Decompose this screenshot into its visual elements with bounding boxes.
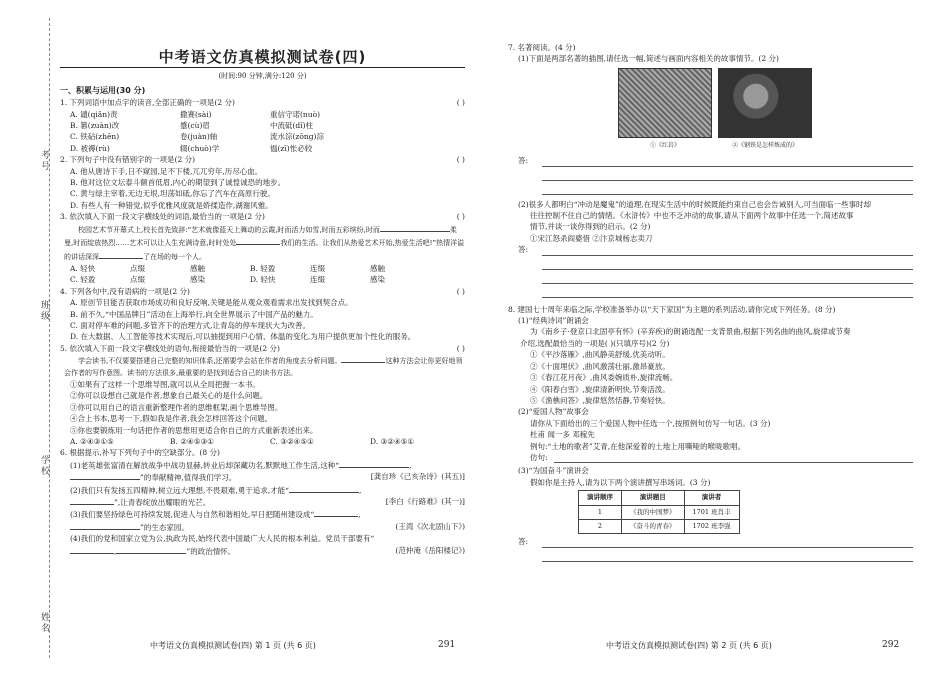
list-item: ④合上书本,思考一下,假如我是作者,我会怎样回答这个问题。: [70, 414, 273, 424]
binding-label-name: 姓名: [39, 612, 49, 634]
q6-item-1: (1)老英雄张富清在解放战争中战功显赫,转业后却深藏功名,默默地工作生活,这种“ , ”的奉献精神,值得我们学习。 [龚自珍《己亥杂诗》(其五)]: [70, 460, 465, 483]
question-8: [508, 304, 913, 315]
exam-subtitle: (时间:90 分钟,满分:120 分): [218, 72, 307, 81]
option-b: B. ②④⑤③①: [170, 437, 214, 446]
sub-question-text: 往往控制不住自己的情绪。《水浒传》中也不乏冲动的故事,请从下面两个故事中任选一个,简述故事: [530, 211, 854, 221]
option-text: C. 面对停车难的问题,多管齐下的治理方式,让青岛的停车现状大为改善。: [70, 320, 311, 330]
answer-line: [542, 167, 913, 181]
answer-line: [554, 452, 913, 463]
table-header: 演讲顺序: [579, 491, 622, 505]
q3-options: [60, 263, 465, 286]
q8-sub1-heading: (1)“经典诗词”朗诵会: [518, 316, 589, 326]
option-word: 感染: [370, 275, 385, 285]
option-word: B. 轻盈: [250, 263, 276, 273]
passage-text: 这种方法会让你更好地领会作者的写作意图。读书的方法很多,最重要的是找到适合自己的读书方法。: [64, 357, 463, 377]
caption: ①《红岩》: [649, 141, 680, 149]
list-item: ③《春江花月夜》,曲风委婉质朴,旋律流畅。: [530, 373, 678, 383]
question-stem: 7. 名著阅读。(4 分): [508, 43, 576, 52]
item-text: ”,让青春绽放出耀眼的光芒。: [114, 498, 211, 508]
blank-line: [116, 545, 186, 554]
q5-options: [60, 436, 465, 447]
q7-captions: [508, 140, 913, 151]
question-stem: 6. 根据提示,补写下列句子中的空缺部分。(8 分): [60, 448, 220, 458]
sub-question-text: 请你从下面给出的三个爱国人物中任选一个,按照例句仿写一句话。(3 分): [530, 418, 771, 428]
blank-line: [99, 250, 143, 259]
blank-line: [70, 545, 117, 556]
blank-line: [70, 471, 140, 480]
item-text: (3)我们要坚持绿色可持续发展,促进人与自然和谐相处,早日把随州建设成“: [70, 510, 315, 520]
page-footer: 中考语文仿真模拟测试卷(四) 第 2 页 (共 6 页): [606, 641, 772, 650]
table-header: 演讲题目: [622, 491, 685, 505]
option-d: D. ③②④⑤①: [370, 437, 415, 446]
q7-sub1: (1)下面是两部名著的插图,请任选一幅,简述与画面内容相关的故事情节。(2 分): [518, 54, 779, 64]
sub-question-text: 介绍,选配最恰当的一项是( )(只填序号)(2 分): [520, 338, 670, 348]
page-footer: 中考语文仿真模拟测试卷(四) 第 1 页 (共 6 页): [150, 641, 316, 650]
q1-options: [60, 109, 465, 155]
caption: ②《钢铁是怎样炼成的》: [731, 141, 798, 149]
table-cell: 《奋斗的青春》: [622, 519, 685, 533]
imitate-row: [508, 452, 913, 463]
option-text: B. 前不久,“中国品牌日”活动在上海举行,向全世界展示了中国产品的魅力。: [70, 309, 318, 319]
option-text: A. 原创节目能否获取市场成功和良好反响,关键是能从观众观看需求出发找到契合点。: [70, 298, 353, 308]
table-cell: 1: [579, 505, 622, 519]
table-header: 演讲者: [684, 491, 739, 505]
option-a2: 撒赛(sài): [180, 109, 212, 119]
question-stem: 5. 依次填入下面一段文字横线处的语句,衔接最恰当的一项是(2 分): [60, 343, 280, 353]
speech-table: [578, 490, 740, 534]
source-citation: (范仲淹《岳阳楼记》): [395, 545, 465, 555]
answer-line: [542, 284, 913, 298]
answer-row: [508, 536, 913, 547]
option-text: D. 有些人有一种错觉,似乎优雅风度就是娇揉造作,湖谢风雅。: [70, 200, 273, 210]
table-cell: 《我的中国梦》: [622, 505, 685, 519]
q8-sub3-heading: (3)“为国奋斗”演讲会: [518, 466, 589, 476]
option-d3: 愠(zī)怅必较: [270, 143, 313, 153]
option-word: 感触: [370, 263, 385, 273]
illustration-image: [718, 68, 812, 138]
item-text: (1)老英雄张富清在解放战争中战功显赫,转业后却深藏功名,默默地工作生活,这种“: [70, 460, 340, 470]
option-word: D. 轻快: [250, 275, 276, 285]
question-1: [60, 97, 465, 108]
binding-label-class: 班级: [39, 300, 49, 322]
option-word: 连缀: [310, 263, 325, 273]
source-citation: [龚自珍《己亥杂诗》(其五)]: [370, 472, 465, 482]
answer-paren: ( ): [456, 155, 465, 165]
blank-line: [314, 508, 358, 517]
option-text: B. 他对这位文坛泰斗额首低眉,内心的期望到了诚惶诚恐的地步。: [70, 178, 286, 188]
option-word: C. 轻盈: [70, 275, 96, 285]
question-stem: 8. 建国七十周年来临之际,学校准备举办以“天下家国”为主题的系列活动,请你完成下列任务。(8 分): [508, 304, 836, 314]
table-row: [579, 519, 740, 533]
option-word: 感染: [190, 275, 205, 285]
section-heading: 一、积累与运用(30 分): [60, 85, 146, 95]
passage-text: 校园艺术节开幕式上,校长首先致辞:“艺术就像蓝天上舞动的云霞,时而活力如雪,时而五彩缤纷,时而: [78, 225, 380, 234]
answer-row: [508, 155, 913, 166]
q6-item-4: [60, 533, 465, 557]
sub-question-text: 假如你是主持人,请为以下两个演讲撰写串场词。(3 分): [530, 477, 711, 487]
list-item: ①《平沙落雁》,曲风静美舒缓,优美动听。: [530, 350, 670, 360]
answer-line: [542, 548, 913, 562]
binding-label-exam-number: 考号: [39, 150, 49, 172]
list-item: ①如果有了这样一个思维导图,就可以从全局把握一本书。: [70, 379, 260, 389]
option-text: A. 他从唐诗下手,日不窥园,足不下楼,兀兀穷年,历尽心血。: [70, 166, 263, 176]
option-text: D. 在大数据、人工智能等技术实现后,可以抽提到用户心情、体温的变化,为用户提供更加个性化的服务。: [70, 332, 416, 342]
option-text: C. 黄与绿主宰着,无边无垠,坦荡如砥,你忘了汽车在高原行驶。: [70, 189, 275, 199]
q6-item-3: (3)我们要坚持绿色可持续发展,促进人与自然和谐相处,早日把随州建设成“ , ”的生态家园。 (王湾《次北固山下》): [70, 510, 465, 532]
list-item: ⑤《渔樵问答》,旋律悠然恬静,节奏轻快。: [530, 395, 670, 405]
q6-item-2: (2)我们只有发扬五四精神,树立远大理想,不畏艰难,勇于追求,才能“ , ”,让青春绽放出耀眼的光芒。 [李白《行路难》(其一)]: [70, 485, 465, 508]
answer-label: 答:: [518, 245, 529, 255]
table-cell: 1701 班肖丰: [684, 505, 739, 519]
option-d1: D. 被褥(rù): [70, 143, 110, 153]
blank-line: [236, 236, 280, 245]
question-2: [60, 154, 465, 165]
item-text: ”的奉献精神,值得我们学习。: [140, 473, 237, 483]
answer-paren: ( ): [456, 286, 465, 296]
blank-line: [341, 354, 385, 363]
option-word: 连缀: [310, 275, 325, 285]
binding-label-school: 学校: [39, 455, 49, 477]
option-c2: 卷(juàn)轴: [180, 132, 218, 142]
list-item: ③你可以用自己的语言重新整理作者的思维框架,画个思维导图。: [70, 402, 283, 412]
option-a1: A. 谴(qiǎn)责: [70, 109, 118, 119]
answer-line: [542, 270, 913, 284]
binding-margin: [0, 0, 58, 687]
list-item: ⑤你也要锻炼用一句话把作者的思想用更适合你自己的方式重新表述出来。: [70, 425, 318, 435]
question-4: [60, 286, 465, 297]
question-3: [60, 211, 465, 222]
option-c3: 流水淙(zōng)淙: [270, 132, 324, 142]
option-word: A. 轻快: [70, 263, 96, 273]
item-text: ”的政治情怀。: [186, 546, 236, 556]
blank-line: [289, 484, 359, 493]
title-rule: [60, 67, 465, 68]
answer-label: 仿句:: [530, 452, 548, 462]
question-7: [508, 42, 913, 53]
option-a3: 重信守诺(nuò): [270, 109, 321, 119]
q7-illustrations: [508, 68, 913, 138]
question-6: [60, 447, 465, 458]
page-right: [508, 0, 913, 687]
q7-sub2: [508, 199, 913, 245]
item-text: (4)我们的党和国家立党为公,执政为民,始终代表中国最广大人民的根本利益。党员干部要有“: [70, 534, 375, 544]
blank-line: [339, 459, 409, 468]
option-word: 感触: [190, 263, 205, 273]
blank-line: [380, 223, 450, 232]
source-citation: [李白《行路难》(其一)]: [385, 497, 465, 507]
exam-title: 中考语文仿真模拟测试卷(四): [158, 48, 367, 66]
option-c: C. ③②④⑤①: [270, 437, 314, 446]
answer-row: [508, 244, 913, 255]
q3-passage: [60, 223, 465, 263]
option-d2: 辍(chuò)学: [180, 143, 220, 153]
answer-line: [542, 156, 913, 167]
page-left: [60, 0, 465, 687]
people-list: 杜甫 闻一多 邓稼先: [530, 430, 595, 440]
sub-question-text: 为《南乡子·登京口北固亭有怀》(辛弃疾)的朗诵选配一支背景曲,根据下列名曲的曲风,旋律或节奏: [530, 327, 851, 337]
question-stem: 4. 下列各句中,没有语病的一项是(2 分): [60, 286, 190, 296]
answer-line: [542, 245, 913, 256]
q5-passage: [60, 354, 465, 379]
answer-line: [542, 256, 913, 270]
table-header-row: [579, 491, 740, 505]
question-5: [60, 343, 465, 354]
page-number: 292: [882, 640, 900, 650]
option-b1: B. 篡(zuàn)改: [70, 121, 120, 131]
answer-paren: ( ): [456, 212, 465, 222]
illustration-image: [618, 68, 712, 138]
item-text: ,: [114, 546, 117, 556]
table-cell: 1702 班李强: [684, 519, 739, 533]
sub-question-text: 情节,并谈一谈你得到的启示。(2 分): [530, 222, 651, 232]
option-word: 点缀: [130, 263, 145, 273]
example-sentence: 例句:“土地的歌者”艾青,在他深爱着的土地上用嘶哑的喉咙歌唱。: [530, 441, 746, 451]
answer-label: 答:: [518, 537, 529, 547]
question-stem: 3. 依次填入下面一段文字横线处的词语,最恰当的一项是(2 分): [60, 212, 265, 222]
item-text: ”的生态家园。: [140, 522, 189, 532]
list-item: ④《阳春白雪》,旋律清新明快,节奏活泼。: [530, 384, 670, 394]
option-c1: C. 铁砧(zhēn): [70, 132, 120, 142]
question-stem: 2. 下列句子中没有错别字的一项是(2 分): [60, 155, 196, 165]
item-text: (2)我们只有发扬五四精神,树立远大理想,不畏艰难,勇于追求,才能“: [70, 485, 289, 495]
list-item: ②你可以设想自己就是作者,想象自己最关心的是什么问题。: [70, 391, 268, 401]
passage-text: 了在场的每一个人。: [143, 252, 206, 261]
option-b3: 中流砥(dǐ)柱: [270, 121, 314, 131]
passage-text: 学会读书,不仅要要搭建自己完整的知识体系,还需要学会站在作者的角度去分析问题。: [78, 357, 342, 366]
passage-text: 我们的生活。让我们从热爱艺术开始,热爱生活吧!”热情洋溢的讲话深深: [64, 239, 465, 261]
question-stem: 1. 下列词语中加点字的读音,全部正确的一项是(2 分): [60, 98, 235, 108]
table-row: [579, 505, 740, 519]
sub-question-text: (2)很多人都明白“冲动是魔鬼”的道理,在现实生活中的时候既能约束自己也会告诫别人,可当面临一些事时却: [518, 199, 872, 209]
answer-line: [542, 181, 913, 195]
option-word: 点缀: [130, 275, 145, 285]
story-options: ①宋江怒杀阎婆惜 ②汴京城杨志卖刀: [530, 233, 653, 243]
page-number: 291: [438, 640, 456, 650]
option-a: A. ②④③①⑤: [70, 437, 114, 446]
q8-sub2-heading: (2)“爱国人物”故事会: [518, 407, 589, 417]
cut-line: [49, 18, 50, 658]
option-b2: 蹙(cù)眉: [180, 121, 210, 131]
list-item: ②《十面埋伏》,曲风激荡壮丽,激昂豪放。: [530, 361, 670, 371]
source-citation: (王湾《次北固山下》): [395, 521, 465, 531]
answer-label: 答:: [518, 156, 529, 166]
answer-paren: ( ): [456, 343, 465, 353]
table-cell: 2: [579, 519, 622, 533]
passage-text: 柔曼,时而绽放热烈……艺术可以让人生充满诗意,时时处处: [64, 225, 457, 248]
blank-line: [70, 521, 140, 530]
answer-line: [542, 537, 913, 548]
answer-paren: ( ): [456, 98, 465, 108]
blank-line: [70, 496, 114, 505]
